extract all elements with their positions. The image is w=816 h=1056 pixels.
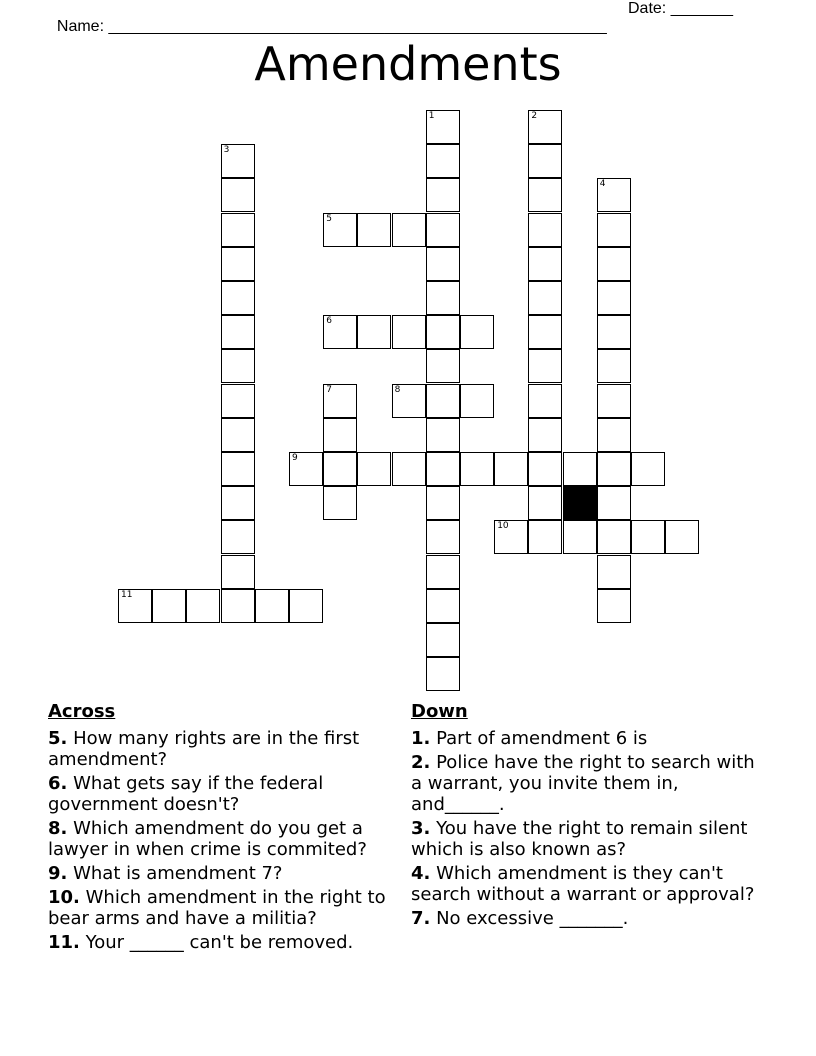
grid-cell[interactable] bbox=[528, 247, 562, 281]
grid-cell[interactable] bbox=[323, 452, 357, 486]
grid-cell[interactable] bbox=[426, 452, 460, 486]
grid-cell[interactable] bbox=[426, 520, 460, 554]
grid-cell[interactable] bbox=[323, 384, 357, 418]
down-clues bbox=[411, 700, 761, 932]
grid-cell[interactable] bbox=[528, 486, 562, 520]
grid-cell[interactable] bbox=[221, 520, 255, 554]
cell-number: 5 bbox=[326, 213, 332, 224]
grid-cell[interactable] bbox=[528, 178, 562, 212]
grid-cell[interactable] bbox=[221, 178, 255, 212]
grid-cell[interactable] bbox=[597, 555, 631, 589]
grid-cell[interactable] bbox=[221, 418, 255, 452]
cell-number: 10 bbox=[497, 521, 509, 532]
grid-cell[interactable] bbox=[563, 452, 597, 486]
cell-number: 6 bbox=[326, 316, 332, 327]
grid-cell[interactable] bbox=[426, 178, 460, 212]
clue-number: 7. bbox=[411, 908, 431, 929]
grid-cell[interactable] bbox=[323, 486, 357, 520]
clue-number: 11. bbox=[48, 932, 80, 953]
black-cell bbox=[563, 486, 597, 520]
grid-cell[interactable] bbox=[426, 623, 460, 657]
across-clue-5 bbox=[48, 728, 393, 770]
grid-cell[interactable] bbox=[528, 315, 562, 349]
clue-number: 4. bbox=[411, 863, 431, 884]
cell-number: 1 bbox=[428, 111, 435, 121]
grid-cell[interactable] bbox=[152, 589, 186, 623]
down-clue-1 bbox=[411, 728, 761, 749]
clue-number: 10. bbox=[48, 887, 80, 908]
clue-number: 3. bbox=[411, 818, 431, 839]
across-clue-11 bbox=[48, 932, 393, 953]
clue-text: How many rights are in the first amendment? bbox=[48, 728, 360, 770]
clue-number: 2. bbox=[411, 752, 431, 773]
grid-cell[interactable] bbox=[597, 178, 631, 212]
grid-cell[interactable] bbox=[426, 213, 460, 247]
grid-cell[interactable] bbox=[221, 349, 255, 383]
grid-cell[interactable] bbox=[528, 349, 562, 383]
cell-number: 8 bbox=[394, 384, 401, 395]
grid-cell[interactable] bbox=[221, 486, 255, 520]
grid-cell[interactable] bbox=[426, 349, 460, 383]
across-clues bbox=[48, 700, 393, 956]
grid-cell[interactable] bbox=[597, 247, 631, 281]
cell-number: 2 bbox=[531, 111, 538, 121]
grid-cell[interactable] bbox=[323, 315, 357, 349]
clue-number: 8. bbox=[48, 818, 68, 839]
grid-cell[interactable] bbox=[426, 418, 460, 452]
grid-cell[interactable] bbox=[221, 315, 255, 349]
clue-text: You have the right to remain silent which is also known as? bbox=[411, 818, 748, 860]
grid-cell[interactable] bbox=[221, 452, 255, 486]
grid-cell[interactable] bbox=[528, 384, 562, 418]
grid-cell[interactable] bbox=[392, 452, 426, 486]
clue-number: 9. bbox=[48, 863, 68, 884]
grid-cell[interactable] bbox=[426, 384, 460, 418]
cell-number: 4 bbox=[599, 179, 606, 190]
grid-cell[interactable] bbox=[392, 213, 426, 247]
across-clue-list bbox=[48, 728, 393, 953]
down-clue-2 bbox=[411, 752, 761, 815]
clue-text: Which amendment in the right to bear arms and have a militia? bbox=[48, 887, 386, 929]
grid-cell[interactable] bbox=[528, 110, 562, 144]
down-heading: Down bbox=[411, 701, 468, 722]
grid-cell[interactable] bbox=[221, 281, 255, 315]
grid-cell[interactable] bbox=[221, 213, 255, 247]
grid-cell[interactable] bbox=[597, 384, 631, 418]
page-title: Amendments bbox=[254, 37, 562, 91]
grid-cell[interactable] bbox=[118, 589, 152, 623]
grid-cell[interactable] bbox=[494, 452, 528, 486]
grid-cell[interactable] bbox=[528, 418, 562, 452]
grid-cell[interactable] bbox=[597, 349, 631, 383]
clue-text: Which amendment do you get a lawyer in when crime is commited? bbox=[48, 818, 367, 860]
across-clue-10 bbox=[48, 887, 393, 929]
grid-cell[interactable] bbox=[221, 384, 255, 418]
grid-cell[interactable] bbox=[221, 247, 255, 281]
grid-cell[interactable] bbox=[528, 281, 562, 315]
clue-text: Part of amendment 6 is bbox=[430, 728, 648, 749]
grid-cell[interactable] bbox=[597, 418, 631, 452]
grid-cell[interactable] bbox=[597, 520, 631, 554]
clue-number: 6. bbox=[48, 773, 68, 794]
clue-number: 5. bbox=[48, 728, 68, 749]
across-clue-9 bbox=[48, 863, 393, 884]
grid-cell[interactable] bbox=[186, 589, 220, 623]
grid-cell[interactable] bbox=[460, 315, 494, 349]
clue-text: Police have the right to search with a warrant, you invite them in, and______. bbox=[411, 752, 755, 815]
clue-text: What is amendment 7? bbox=[67, 863, 283, 884]
grid-cell[interactable] bbox=[426, 555, 460, 589]
clue-text: What gets say if the federal government doesn't? bbox=[48, 773, 324, 815]
cell-number: 7 bbox=[326, 384, 332, 395]
grid-cell[interactable] bbox=[426, 486, 460, 520]
name-label: Name: ________________________________________________________ bbox=[56, 18, 607, 35]
grid-cell[interactable] bbox=[221, 589, 255, 623]
grid-cell[interactable] bbox=[221, 555, 255, 589]
grid-cell[interactable] bbox=[631, 452, 665, 486]
grid-cell[interactable] bbox=[528, 520, 562, 554]
grid-cell[interactable] bbox=[665, 520, 699, 554]
grid-cell[interactable] bbox=[563, 520, 597, 554]
down-clue-7 bbox=[411, 908, 761, 929]
grid-cell[interactable] bbox=[426, 144, 460, 178]
grid-cell[interactable] bbox=[426, 315, 460, 349]
grid-cell[interactable] bbox=[221, 144, 255, 178]
down-clue-3 bbox=[411, 818, 761, 860]
grid-cell[interactable] bbox=[494, 520, 528, 554]
grid-cell[interactable] bbox=[426, 247, 460, 281]
grid-cell[interactable] bbox=[528, 452, 562, 486]
clue-number: 1. bbox=[411, 728, 431, 749]
grid-cell[interactable] bbox=[597, 213, 631, 247]
grid-cell[interactable] bbox=[392, 384, 426, 418]
date-label: Date: _______ bbox=[628, 0, 733, 17]
cell-number: 9 bbox=[292, 453, 298, 463]
grid-cell[interactable] bbox=[289, 452, 323, 486]
clue-text: Your ______ can't be removed. bbox=[79, 932, 354, 953]
clue-text: Which amendment is they can't search without a warrant or approval? bbox=[411, 863, 755, 905]
grid-cell[interactable] bbox=[357, 452, 391, 486]
grid-cell[interactable] bbox=[460, 452, 494, 486]
across-clue-6 bbox=[48, 773, 393, 815]
grid-cell[interactable] bbox=[426, 281, 460, 315]
grid-cell[interactable] bbox=[357, 315, 391, 349]
clue-text: No excessive _______. bbox=[430, 908, 629, 929]
grid-cell[interactable] bbox=[528, 213, 562, 247]
grid-cell[interactable] bbox=[597, 452, 631, 486]
grid-cell[interactable] bbox=[289, 589, 323, 623]
grid-cell[interactable] bbox=[597, 281, 631, 315]
grid-cell[interactable] bbox=[597, 486, 631, 520]
cell-number: 11 bbox=[121, 589, 133, 600]
grid-cell[interactable] bbox=[357, 213, 391, 247]
cell-number: 3 bbox=[223, 145, 230, 156]
across-clue-8 bbox=[48, 818, 393, 860]
down-clue-list bbox=[411, 728, 761, 929]
grid-cell[interactable] bbox=[426, 657, 460, 691]
grid-cell[interactable] bbox=[255, 589, 289, 623]
grid-cell[interactable] bbox=[597, 589, 631, 623]
grid-cell[interactable] bbox=[631, 520, 665, 554]
grid-cell[interactable] bbox=[392, 315, 426, 349]
down-clue-4 bbox=[411, 863, 761, 905]
grid-cell[interactable] bbox=[597, 315, 631, 349]
across-heading: Across bbox=[48, 701, 116, 722]
grid-cell[interactable] bbox=[426, 110, 460, 144]
grid-cell[interactable] bbox=[528, 144, 562, 178]
grid-cell[interactable] bbox=[460, 384, 494, 418]
grid-cell[interactable] bbox=[323, 213, 357, 247]
grid-cell[interactable] bbox=[426, 589, 460, 623]
grid-cell[interactable] bbox=[323, 418, 357, 452]
